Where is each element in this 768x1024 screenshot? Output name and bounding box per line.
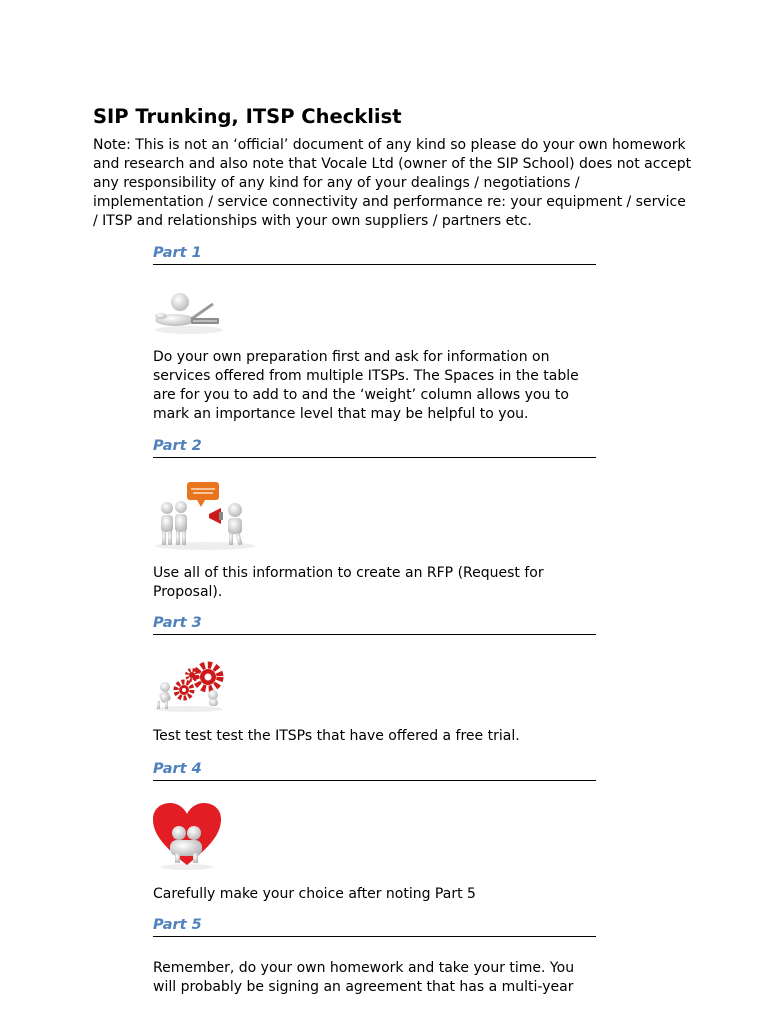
part-4-section	[153, 760, 596, 781]
part-3-section	[153, 614, 596, 635]
part-5-section	[153, 916, 596, 937]
part-3-text: Test test test the ITSPs that have offered a free trial.	[153, 728, 520, 744]
gears-illustration	[153, 657, 225, 717]
part-1-section	[153, 244, 596, 265]
part-2-section	[153, 437, 596, 458]
megaphone-group-illustration	[153, 480, 257, 554]
part-5-heading: Part 5	[153, 917, 202, 933]
part-1-text: Do your own preparation first and ask for information on services offered from multiple ITSPs. The Spaces in the table are for you to add to and the ‘weight’ column allows you to mark an importance level that may be helpful to you.	[153, 349, 579, 422]
part-2-rule	[153, 457, 596, 458]
part-4-rule	[153, 780, 596, 781]
part-1-heading: Part 1	[153, 245, 202, 261]
part-3-heading: Part 3	[153, 615, 202, 631]
disclaimer-note: Note: This is not an ‘official’ document of any kind so please do your own homework and research and also note that Vocale Ltd (owner of the SIP School) does not accept any responsibility of any kind for any of your dealings / negotiations / implementation / service connectivity and performance re: your equipment / service / ITSP and relationships with your own suppliers / partners etc.	[93, 137, 692, 229]
part-4-heading: Part 4	[153, 761, 202, 777]
part-2-heading: Part 2	[153, 438, 202, 454]
part-2-text: Use all of this information to create an RFP (Request for Proposal).	[153, 565, 544, 600]
part-1-rule	[153, 264, 596, 265]
heart-couple-illustration	[153, 803, 223, 875]
part-4-text: Carefully make your choice after noting Part 5	[153, 886, 476, 902]
part-5-rule	[153, 936, 596, 937]
person-laptop-illustration	[153, 290, 223, 340]
part-3-rule	[153, 634, 596, 635]
part-5-text: Remember, do your own homework and take your time. You will probably be signing an agreement that has a multi-year	[153, 960, 575, 995]
document-title: SIP Trunking, ITSP Checklist	[93, 105, 402, 128]
